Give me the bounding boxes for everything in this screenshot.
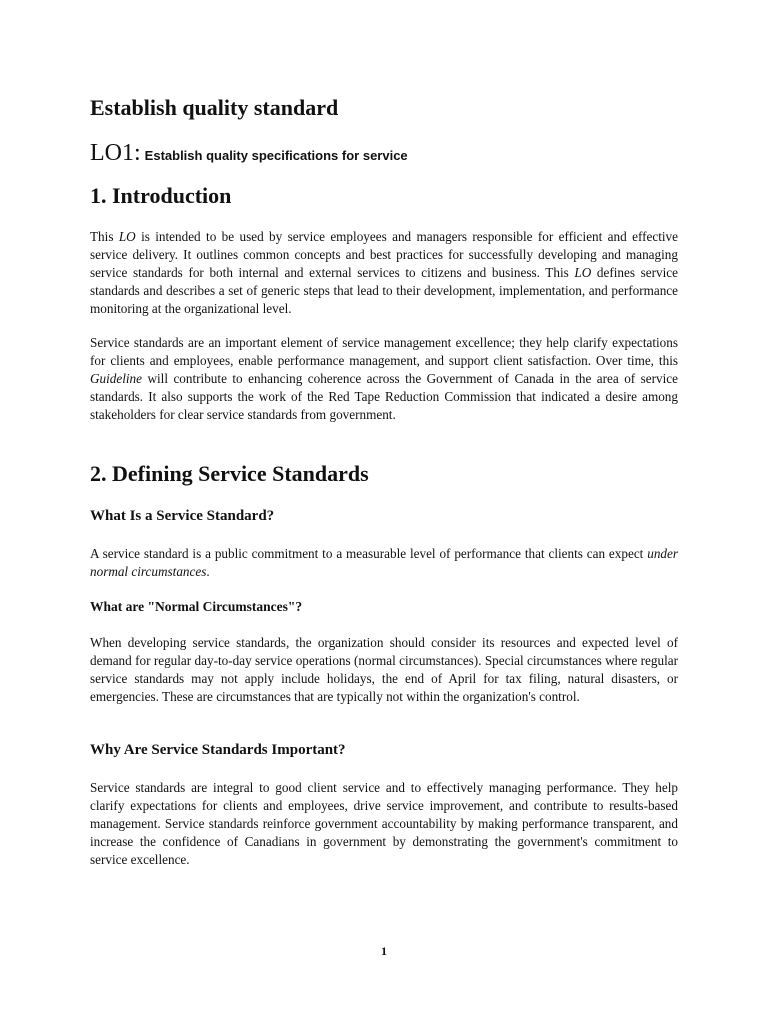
introduction-paragraph-1: This LO is intended to be used by service employees and managers responsible for efficient and effective service delivery. It outlines common concepts and best practices for successfully developing and managing service standards for both internal and external services to citizens and business. This LO defines service standards and describes a set of generic steps that lead to their development, implementation, and performance monitoring at the organizational level. [90,229,678,316]
learning-outcome-heading [90,139,408,170]
why-important-heading: Why Are Service Standards Important? [90,742,346,758]
learning-outcome-title: Establish quality specifications for service [144,148,408,163]
introduction-heading: 1. Introduction [90,183,232,208]
what-is-service-standard-paragraph: A service standard is a public commitment to a measurable level of performance that clients can expect under normal circumstances. [90,546,678,579]
introduction-paragraph-2: Service standards are an important element of service management excellence; they help clarify expectations for clients and employees, enable performance management, and support client satisfaction. Over time, this Guideline will contribute to enhancing coherence across the Government of Canada in the area of service standards. It also supports the work of the Red Tape Reduction Commission that indicated a desire among stakeholders for clear service standards from government. [90,335,678,422]
normal-circumstances-heading: What are "Normal Circumstances"? [90,599,303,614]
defining-service-standards-heading: 2. Defining Service Standards [90,461,369,486]
page-number: 1 [381,944,387,958]
why-important-paragraph: Service standards are integral to good client service and to effectively managing performance. They help clarify expectations for clients and employees, drive service improvement, and contribute to results-based management. Service standards reinforce government accountability by making performance transparent, and increase the confidence of Canadians in government by demonstrating the government's commitment to service excellence. [90,780,678,867]
learning-outcome-code: LO1: [90,140,141,166]
what-is-service-standard-heading: What Is a Service Standard? [90,508,275,524]
document-title: Establish quality standard [90,95,339,120]
normal-circumstances-paragraph: When developing service standards, the organization should consider its resources and expected level of demand for regular day-to-day service operations (normal circumstances). Special circumstances where regular service standards may not apply include holidays, the end of April for tax filing, natural disasters, or emergencies. These are circumstances that are typically not within the organization's control. [90,635,678,704]
